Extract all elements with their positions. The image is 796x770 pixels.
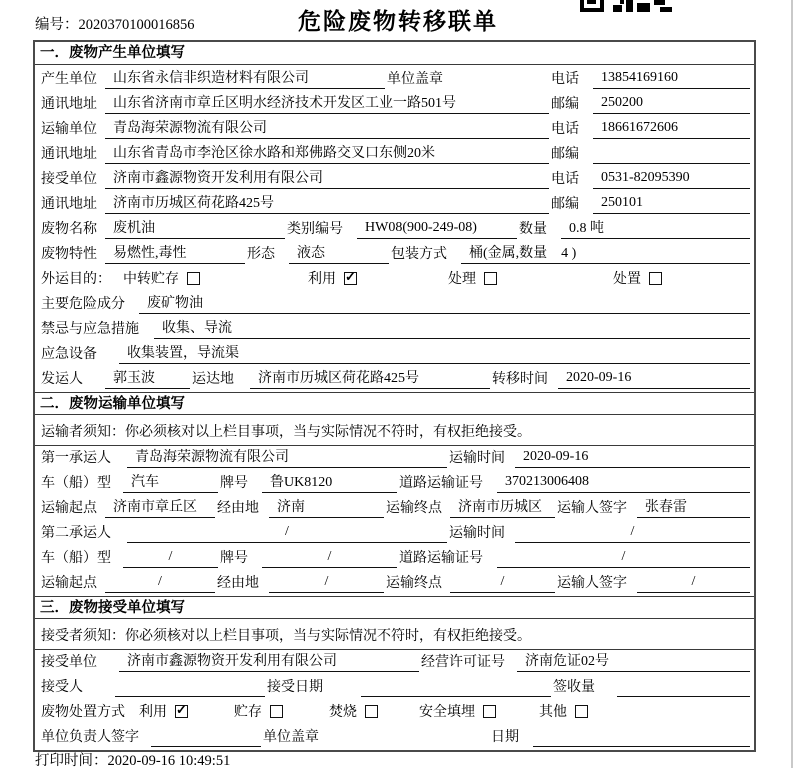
form-row [35,317,754,342]
form-row [35,725,754,750]
field-label: 形态 [247,247,275,262]
form-row [35,650,754,675]
field-label: 电话 [551,72,579,87]
checkbox-field [419,701,539,722]
field-label: 运输起点 [41,501,97,516]
field-value: 济南市章丘区 [105,496,215,518]
field-label: 通讯地址 [41,97,97,112]
field-value: HW08(900-249-08) [357,220,517,239]
field-label: 运输起点 [41,576,97,591]
field-value: 0531-82095390 [593,170,750,189]
checkbox-label: 其他 [539,705,567,720]
field-label: 单位盖章 [263,730,319,745]
checkbox-label: 贮存 [234,705,262,720]
field-label: 签收量 [553,680,595,695]
field-label: 运输单位 [41,122,97,137]
field-value [617,678,750,697]
checkbox-field [329,701,419,722]
checkbox-checked-icon [344,272,357,285]
field-value: 鲁UK8120 [262,471,397,493]
form-row [35,571,754,596]
notice-row [35,417,754,446]
field-label: 经由地 [217,576,259,591]
qr-code-fragment-icon [580,0,672,13]
field-value: / [105,574,215,593]
form-row [35,521,754,546]
form-row [35,471,754,496]
field-value: / [637,574,750,593]
form-row [35,67,754,92]
checkbox-label: 焚烧 [329,705,357,720]
checkbox-field [234,701,329,722]
field-value: 13854169160 [593,70,750,89]
field-value: 收集、导流 [154,317,750,339]
checkbox-field [539,701,750,722]
form-row [35,700,754,725]
form-row [35,192,754,217]
field-value: 山东省永信非织造材料有限公司 [105,67,385,89]
checkbox-label: 处置 [613,272,641,287]
field-label: 日期 [491,730,519,745]
field-label: 发运人 [41,372,83,387]
field-value: 济南市鑫源物资开发利用有限公司 [105,167,549,189]
section-header: 三．废物接受单位填写 [35,596,754,619]
field-value: / [497,549,750,568]
form-row [35,367,754,392]
field-value [151,728,261,747]
checkbox-label: 中转贮存 [123,272,179,287]
print-time-label: 打印时间： [35,753,108,769]
field-label: 接受单位 [41,172,97,187]
field-label: 废物处置方式 [41,705,125,720]
field-label: 牌号 [220,476,248,491]
field-value [361,678,551,697]
field-value: / [450,574,555,593]
page-edge-line [791,0,793,768]
field-value: 济南危证02号 [517,650,750,672]
field-label: 邮编 [551,147,579,162]
field-value: 废矿物油 [139,292,750,314]
field-label: 产生单位 [41,72,97,87]
page-title: 危险废物转移联单 [298,9,498,34]
field-label: 运输人签字 [557,576,627,591]
checkbox-unchecked-icon [187,272,200,285]
field-label: 接受者须知：你必须核对以上栏目事项，当与实际情况不符时，有权拒绝接受。 [41,628,531,644]
field-label: 数量 [519,222,547,237]
field-value: 济南市历城区荷花路425号 [250,367,490,389]
field-label: 单位负责人签字 [41,730,139,745]
field-label: 接受人 [41,680,83,695]
checkbox-label: 安全填埋 [419,705,475,720]
checkbox-unchecked-icon [575,705,588,718]
form-row [35,167,754,192]
field-label: 转移时间 [492,372,548,387]
field-value: / [269,574,384,593]
field-label: 外运目的： [41,272,111,287]
form-row [35,496,754,521]
field-label: 运输者须知：你必须核对以上栏目事项，当与实际情况不符时，有权拒绝接受。 [41,424,531,440]
field-value [115,678,265,697]
field-value: 山东省济南市章丘区明水经济技术开发区工业一路501号 [105,92,549,114]
print-time-value: 2020-09-16 10:49:51 [107,753,231,769]
field-label: 通讯地址 [41,147,97,162]
field-label: 牌号 [220,551,248,566]
field-value: 张春雷 [637,496,750,518]
form-row [35,342,754,367]
form-row [35,92,754,117]
checkbox-field [123,268,308,289]
field-label: 主要危险成分 [41,297,125,312]
field-label: 包装方式 [391,247,447,262]
field-label: 电话 [551,172,579,187]
field-value: 液态 [289,242,389,264]
field-label: 经营许可证号 [421,655,505,670]
field-label: 运输时间 [449,451,505,466]
field-value: 2020-09-16 [558,370,750,389]
field-label: 道路运输证号 [399,476,483,491]
field-value: 郭玉波 [105,367,190,389]
checkbox-unchecked-icon [484,272,497,285]
field-label: 电话 [551,122,579,137]
field-label: 车（船）型 [41,476,111,491]
checkbox-label: 利用 [139,705,167,720]
section-header: 一．废物产生单位填写 [35,42,754,65]
form-row [35,546,754,571]
field-label: 经由地 [217,501,259,516]
field-value: 370213006408 [497,474,750,493]
checkbox-field [139,701,234,722]
field-value [533,728,750,747]
field-label: 运输时间 [449,526,505,541]
form-row [35,242,754,267]
field-label: 单位盖章 [387,72,443,87]
checkbox-label: 处理 [448,272,476,287]
form-row [35,142,754,167]
field-value: 250101 [593,195,750,214]
serial-label: 编号： [35,17,79,33]
field-label: 道路运输证号 [399,551,483,566]
notice-row [35,621,754,650]
form-row [35,217,754,242]
field-label: 接受单位 [41,655,97,670]
field-label: 类别编号 [287,222,343,237]
form-row [35,267,754,292]
field-value: 18661672606 [593,120,750,139]
field-value: 济南市历城区荷花路425号 [105,192,549,214]
field-label: 邮编 [551,197,579,212]
field-value: 山东省青岛市李沧区徐水路和郑佛路交叉口东侧20米 [105,142,549,164]
field-label: 车（船）型 [41,551,111,566]
field-value: 易燃性,毒性 [105,242,245,264]
checkbox-field [308,268,448,289]
field-label: 邮编 [551,97,579,112]
field-value: 青岛海荣源物流有限公司 [105,117,549,139]
field-value: 收集装置，导流渠 [119,342,750,364]
field-value: / [262,549,397,568]
field-value: 250200 [593,95,750,114]
section-header: 二．废物运输单位填写 [35,392,754,415]
print-time-line [35,749,230,770]
field-label: 接受日期 [267,680,323,695]
form-row [35,117,754,142]
field-label: 第一承运人 [41,451,111,466]
field-label: 运达地 [192,372,234,387]
field-value: 桶(金属,数量 4 ) [461,242,750,264]
field-value: / [123,549,218,568]
checkbox-field [613,268,750,289]
field-value: 青岛海荣源物流有限公司 [127,446,447,468]
checkbox-checked-icon [175,705,188,718]
form-row [35,292,754,317]
checkbox-unchecked-icon [270,705,283,718]
field-value: 济南市历城区 [450,496,555,518]
transfer-form-table [33,40,756,752]
field-value: 废机油 [105,217,285,239]
field-label: 运输终点 [386,501,442,516]
checkbox-label: 利用 [308,272,336,287]
checkbox-unchecked-icon [365,705,378,718]
field-value: / [127,524,447,543]
checkbox-field [448,268,613,289]
form-row [35,675,754,700]
field-value: 汽车 [123,471,218,493]
field-value: 济南市鑫源物资开发利用有限公司 [119,650,419,672]
field-label: 废物名称 [41,222,97,237]
serial-number: 2020370100016856 [78,17,195,33]
checkbox-unchecked-icon [483,705,496,718]
field-value [593,145,750,164]
field-label: 废物特性 [41,247,97,262]
field-label: 应急设备 [41,347,97,362]
field-label: 运输人签字 [557,501,627,516]
checkbox-unchecked-icon [649,272,662,285]
form-row [35,446,754,471]
field-value: / [515,524,750,543]
field-label: 禁忌与应急措施 [41,322,139,337]
field-label: 通讯地址 [41,197,97,212]
field-label: 第二承运人 [41,526,111,541]
field-label: 运输终点 [386,576,442,591]
field-value: 0.8 吨 [561,217,750,239]
field-value: 济南 [269,496,384,518]
field-value: 2020-09-16 [515,449,750,468]
